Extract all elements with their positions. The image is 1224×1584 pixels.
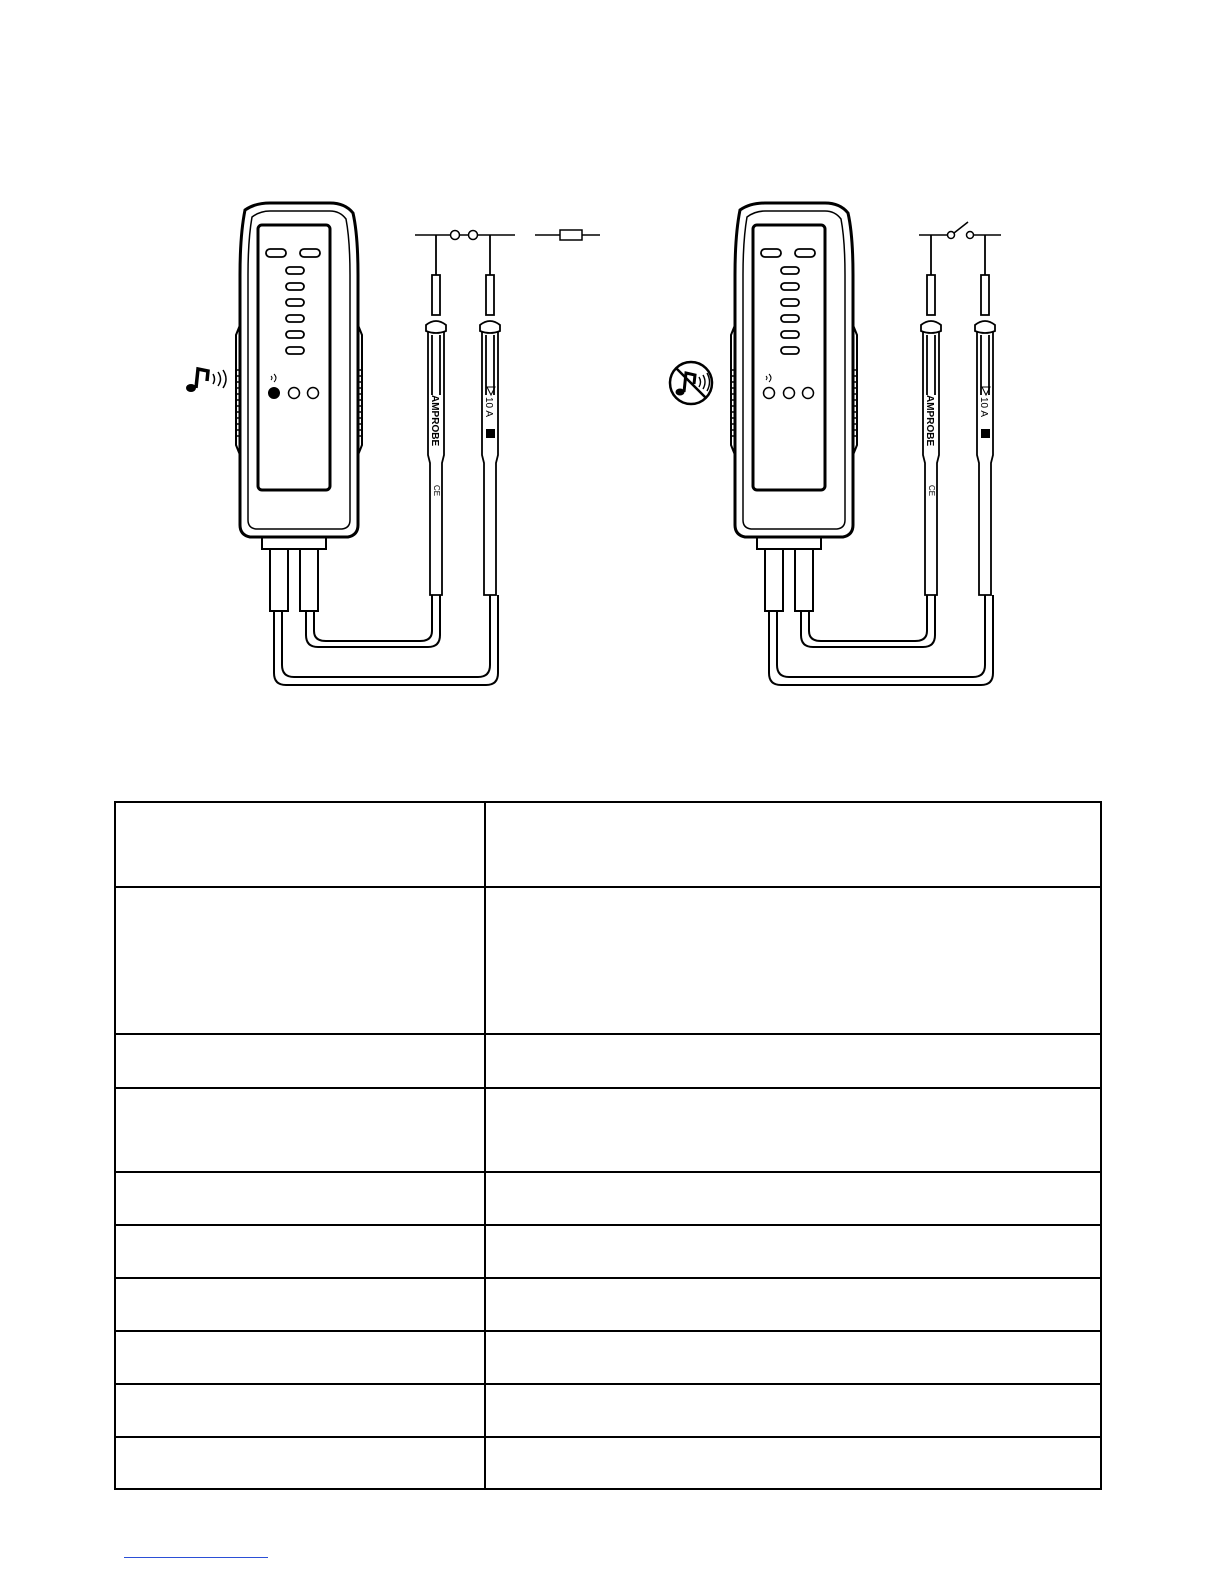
table-cell: [485, 1331, 1101, 1384]
probe-rating-label: 10 A: [978, 397, 989, 418]
tester-no-beep: [665, 195, 1095, 695]
table-cell: [485, 1172, 1101, 1225]
beep-on-icon: [186, 369, 226, 392]
continuity-test-figure: [0, 0, 1224, 720]
test-leads: [274, 595, 498, 685]
double-insulation-icon: [486, 429, 495, 438]
tester-body: [731, 203, 857, 611]
double-insulation-icon: [981, 429, 990, 438]
table-cell: [485, 1088, 1101, 1172]
table-cell: [115, 1331, 485, 1384]
fuse-icon: [560, 230, 582, 240]
table-cell: [485, 1384, 1101, 1437]
table-cell: [115, 1384, 485, 1437]
table-row: [115, 1437, 1101, 1489]
spec-table: [114, 801, 1102, 1490]
table-row: [115, 1034, 1101, 1088]
fuse-circuit: [415, 230, 600, 240]
table-cell: [485, 802, 1101, 887]
table-cell: [485, 1278, 1101, 1331]
table-cell: [115, 1034, 485, 1088]
table-row: [115, 887, 1101, 1034]
table-row: [115, 1331, 1101, 1384]
table-cell: [115, 1088, 485, 1172]
table-cell: [115, 1172, 485, 1225]
tester-body: [236, 203, 362, 611]
test-leads: [769, 595, 993, 685]
probe-brand-label: AMPROBE: [924, 395, 935, 447]
table-row: [115, 1225, 1101, 1278]
tester-continuity-beep: [170, 195, 600, 695]
table-row: [115, 802, 1101, 887]
ce-mark: CE: [432, 485, 441, 497]
beep-off-icon: [670, 362, 712, 404]
table-row: [115, 1172, 1101, 1225]
table-cell: [115, 802, 485, 887]
probe-rating-label: 10 A: [483, 397, 494, 418]
table-cell: [485, 1437, 1101, 1489]
table-cell: [485, 1225, 1101, 1278]
ce-mark: CE: [927, 485, 936, 497]
table-cell: [115, 887, 485, 1034]
open-switch-icon: [954, 222, 968, 233]
probe-brand-label: AMPROBE: [429, 395, 440, 447]
footer-link-underline: [124, 1557, 268, 1558]
table-cell: [115, 1225, 485, 1278]
table-cell: [485, 1034, 1101, 1088]
table-cell: [115, 1278, 485, 1331]
table-cell: [485, 887, 1101, 1034]
table-row: [115, 1384, 1101, 1437]
continuity-led-icon: [764, 374, 775, 399]
table-row: [115, 1278, 1101, 1331]
table-row: [115, 1088, 1101, 1172]
table-cell: [115, 1437, 485, 1489]
continuity-led-icon: [269, 374, 280, 399]
